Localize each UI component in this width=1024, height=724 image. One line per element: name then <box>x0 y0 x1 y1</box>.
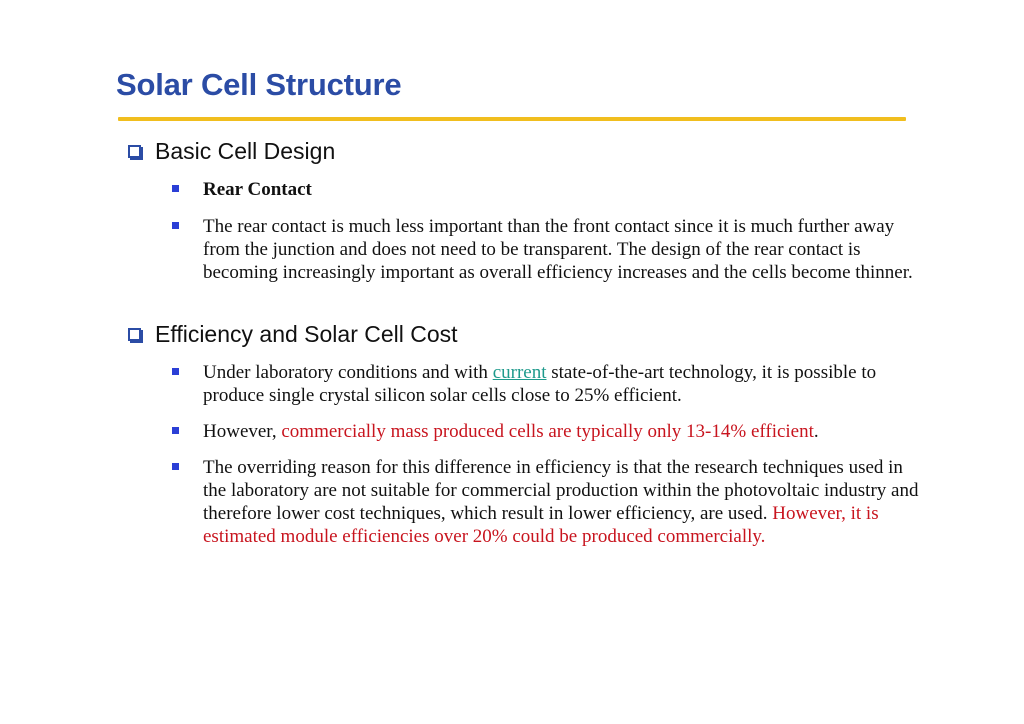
square-bullet-icon <box>172 185 179 192</box>
slide-title: Solar Cell Structure <box>116 67 402 102</box>
checkbox-bullet-icon <box>128 328 141 341</box>
checkbox-bullet-icon <box>128 145 141 158</box>
title-divider <box>118 117 906 121</box>
bullet-text-segment: Under laboratory conditions and with <box>203 362 493 383</box>
bullet-text <box>203 456 923 548</box>
bullet-text <box>203 361 923 407</box>
current-link[interactable]: current <box>492 362 547 383</box>
highlighted-text: However, it is estimated module efficiencies over 20% could be produced commercially. <box>203 503 879 547</box>
section-efficiency-and-cost <box>128 321 458 347</box>
bullet-text <box>203 420 923 443</box>
bullet-text-segment: state-of-the-art technology, it is possible to produce single crystal silicon solar cells close to 25% efficient. <box>203 362 877 406</box>
section-basic-cell-design <box>128 138 335 164</box>
highlighted-text: commercially mass produced cells are typically only 13-14% efficient <box>281 421 814 442</box>
section-heading: Efficiency and Solar Cell Cost <box>155 321 458 347</box>
bullet-text: The rear contact is much less important than the front contact since it is much further away from the junction and does not need to be transparent. The design of the rear contact is becoming increasingly important as overall efficiency increases and the cells become thinner. <box>203 216 913 283</box>
bullet-text: Rear Contact <box>203 179 312 200</box>
bullet-text-segment: The overriding reason for this difference in efficiency is that the research techniques used in the laboratory are not suitable for commercial production within the photovoltaic industry and therefore lower cost techniques, which result in lower efficiency, are used. <box>203 457 919 524</box>
square-bullet-icon <box>172 427 179 434</box>
square-bullet-icon <box>172 463 179 470</box>
bullet-text-segment: . <box>813 421 819 442</box>
section-heading: Basic Cell Design <box>155 138 336 164</box>
square-bullet-icon <box>172 222 179 229</box>
square-bullet-icon <box>172 368 179 375</box>
bullet-text-segment: However, <box>203 421 282 442</box>
